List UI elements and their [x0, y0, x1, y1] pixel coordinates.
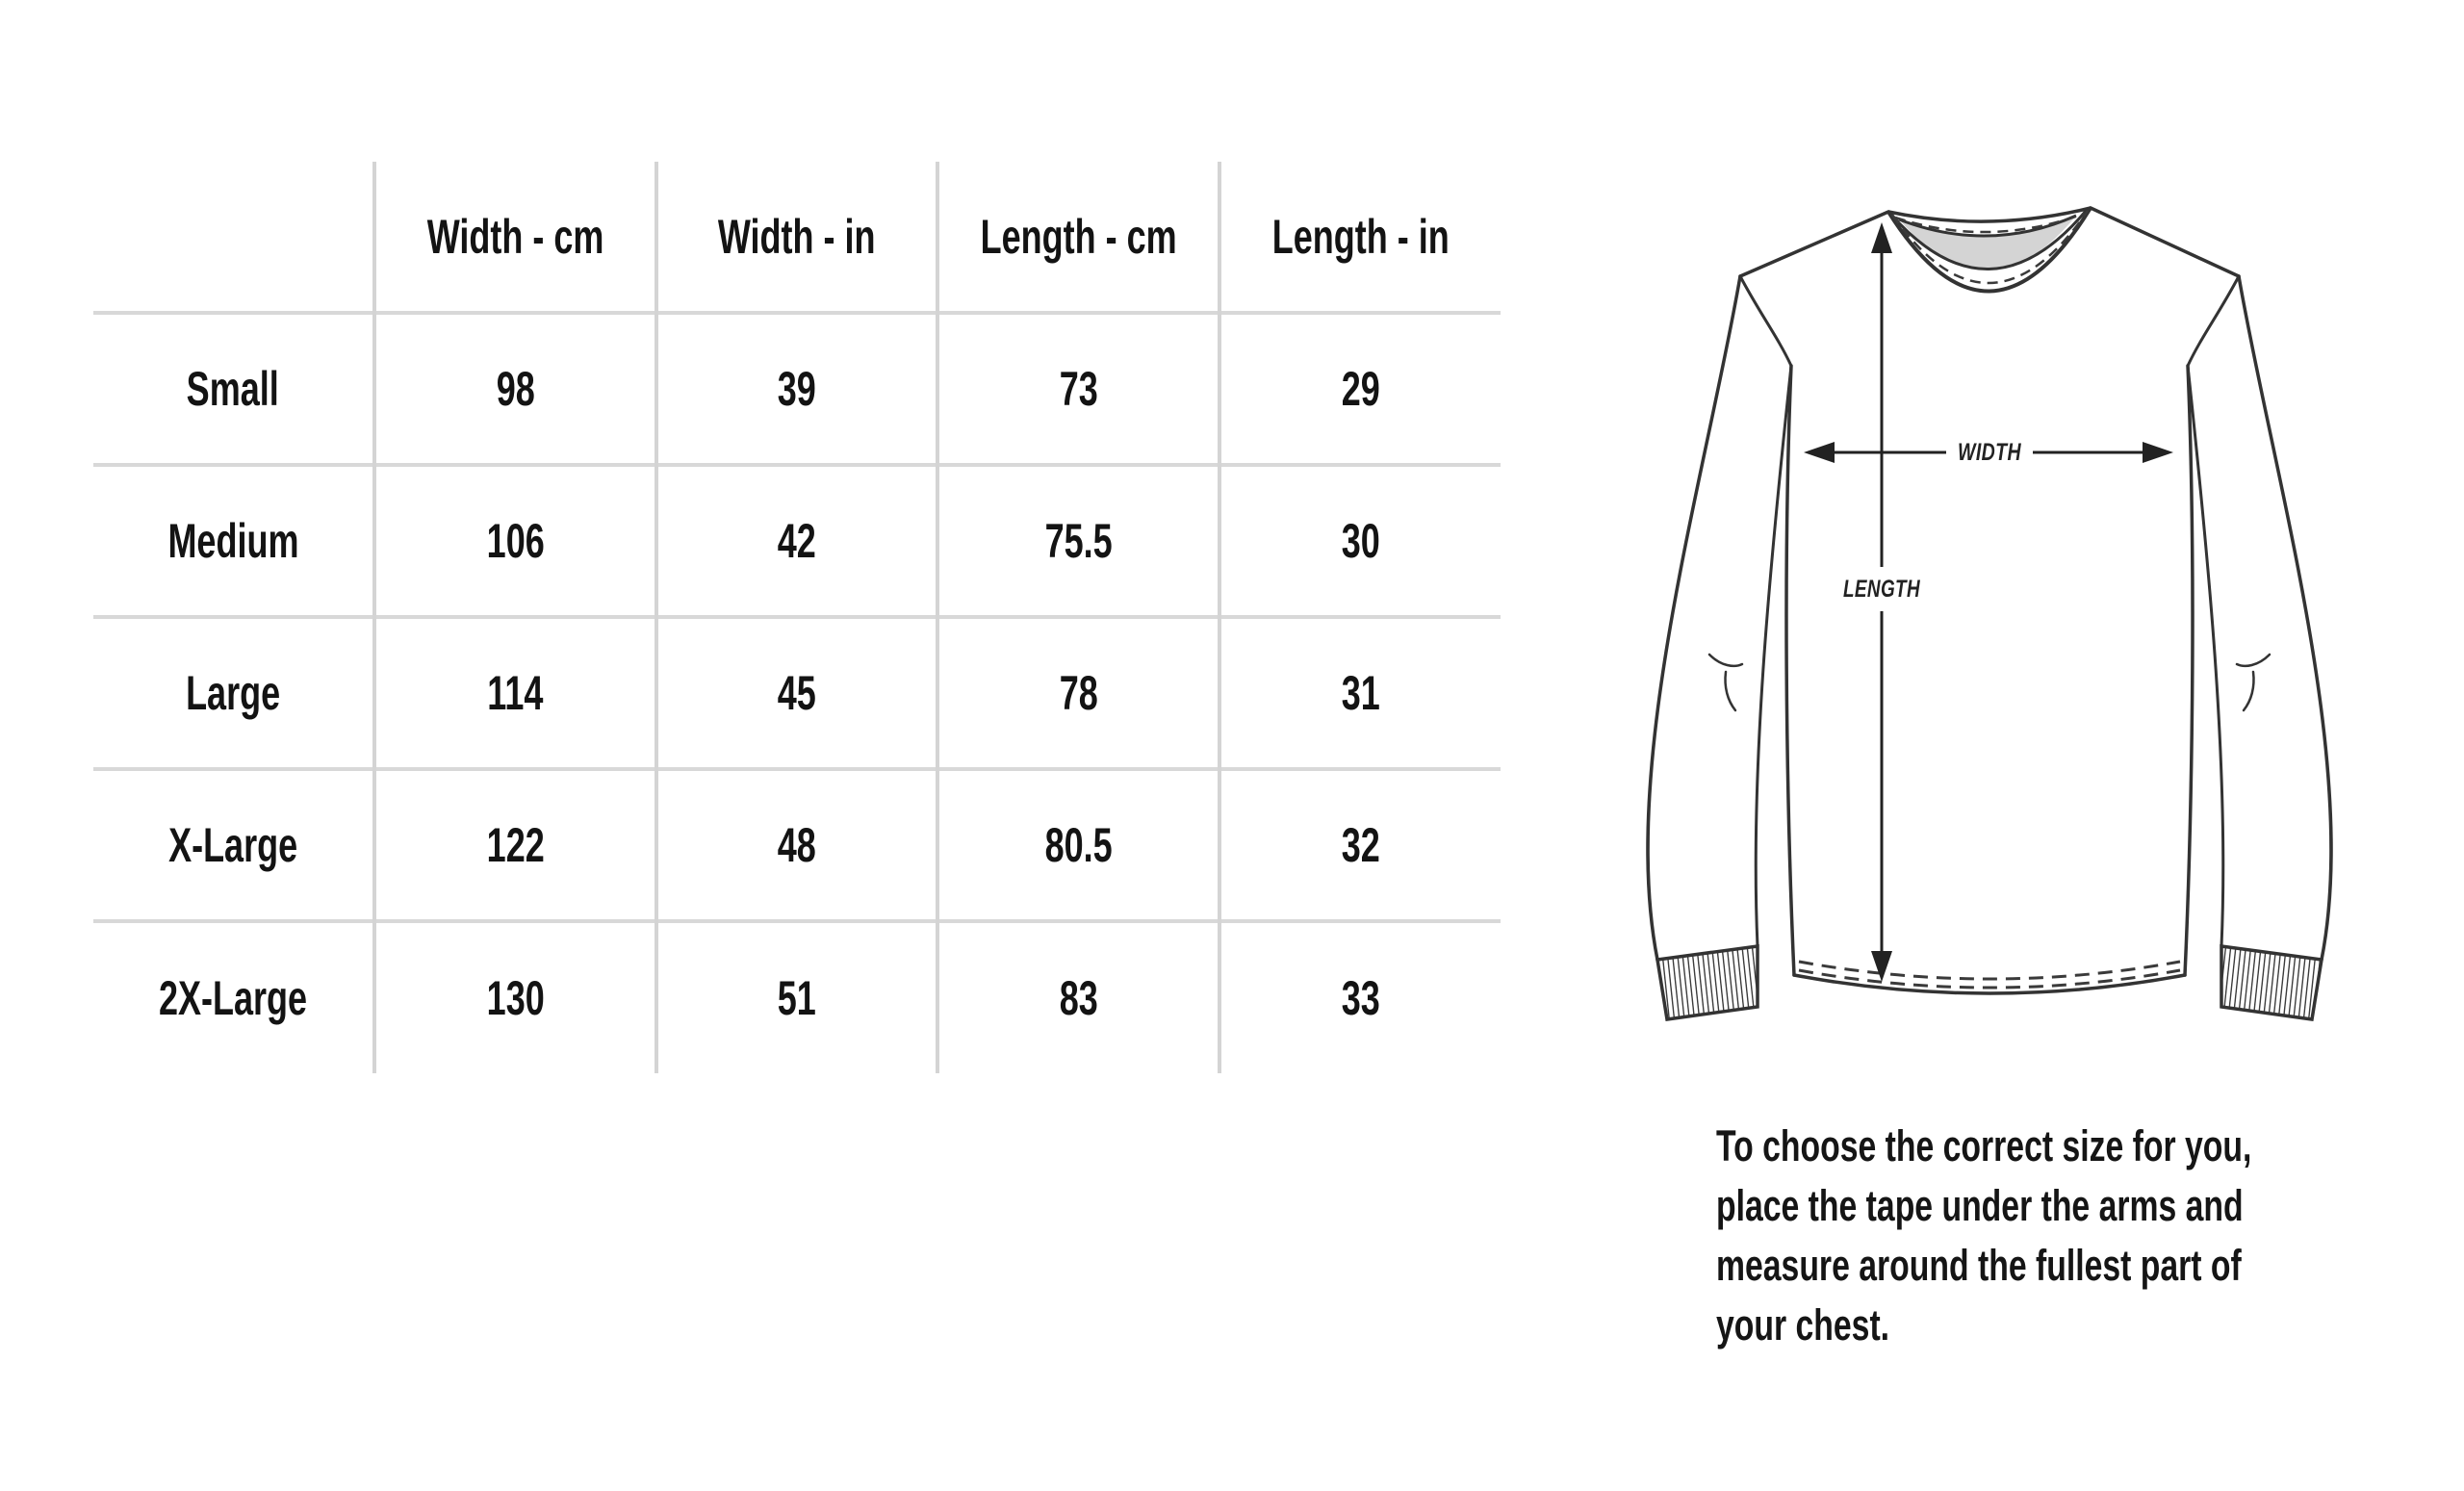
- left-elbow-detail: [1725, 672, 1735, 710]
- size-cell: 30: [1219, 465, 1501, 617]
- right-cuff: [2221, 946, 2322, 1019]
- size-name: 2X-Large: [159, 971, 308, 1025]
- hem-stitch-line: [1799, 962, 2180, 979]
- width-arrowhead-left: [1804, 442, 1835, 463]
- column-header-width-cm: [374, 162, 655, 313]
- collar-top-edge: [1888, 208, 2091, 221]
- right-elbow-detail: [2244, 672, 2254, 710]
- table-row-2x-large: [93, 921, 1501, 1073]
- instruction-line: place the tape under the arms and: [1716, 1181, 2244, 1230]
- left-sleeve-outer: [1648, 276, 1740, 960]
- sizing-instructions: [1716, 1117, 2332, 1355]
- size-name: Small: [187, 362, 280, 416]
- table-row-medium: [93, 465, 1501, 617]
- size-cell: 32: [1219, 769, 1501, 921]
- width-arrowhead-right: [2143, 442, 2173, 463]
- header-row: [93, 162, 1501, 313]
- collar: [1888, 208, 2091, 292]
- size-name: Medium: [167, 514, 299, 568]
- right-armhole-seam: [2188, 276, 2239, 366]
- length-arrow: [1843, 222, 1920, 982]
- length-arrowhead-top: [1871, 222, 1892, 253]
- size-name: X-Large: [168, 818, 298, 872]
- size-cell: 42: [656, 465, 937, 617]
- table-row-large: [93, 617, 1501, 769]
- right-elbow-detail: [2237, 655, 2270, 666]
- size-cell: 31: [1219, 617, 1501, 769]
- column-header-label: Length - cm: [980, 209, 1177, 264]
- size-cell: 45: [656, 617, 937, 769]
- column-header-label: Width - cm: [426, 209, 604, 264]
- column-header-length-cm: [937, 162, 1219, 313]
- size-cell: 114: [374, 617, 655, 769]
- size-cell: 75.5: [937, 465, 1219, 617]
- instruction-line: measure around the fullest part of: [1716, 1241, 2242, 1290]
- row-label: [93, 313, 374, 465]
- size-cell: 106: [374, 465, 655, 617]
- column-header-length-in: [1219, 162, 1501, 313]
- left-cuff: [1657, 946, 1758, 1019]
- size-cell: 80.5: [937, 769, 1219, 921]
- right-shoulder-line: [2091, 208, 2239, 276]
- instruction-line: To choose the correct size for you,: [1716, 1121, 2252, 1170]
- long-sleeve-shirt-drawing: [1627, 159, 2377, 1083]
- table-row-x-large: [93, 769, 1501, 921]
- size-cell: 130: [374, 921, 655, 1073]
- right-sleeve-outer: [2239, 276, 2331, 960]
- size-cell: 73: [937, 313, 1219, 465]
- length-arrowhead-bottom: [1871, 951, 1892, 982]
- size-cell: 29: [1219, 313, 1501, 465]
- ribbed-cuffs: [1657, 946, 2322, 1019]
- size-cell: 48: [656, 769, 937, 921]
- left-shoulder-line: [1740, 212, 1888, 276]
- size-chart-table: [93, 162, 1501, 1073]
- body-left-edge: [1786, 366, 1794, 975]
- size-cell: 83: [937, 921, 1219, 1073]
- size-cell: 78: [937, 617, 1219, 769]
- row-label: [93, 921, 374, 1073]
- width-label: WIDTH: [1958, 439, 2022, 466]
- size-cell: 98: [374, 313, 655, 465]
- row-label: [93, 465, 374, 617]
- left-armhole-seam: [1740, 276, 1791, 366]
- instruction-line: your chest.: [1716, 1300, 1890, 1350]
- width-arrow: [1804, 439, 2173, 466]
- body-right-edge: [2185, 366, 2193, 975]
- header-empty-cell: [93, 162, 374, 313]
- column-header-label: Length - in: [1271, 209, 1450, 264]
- left-elbow-detail: [1709, 655, 1742, 666]
- row-label: [93, 617, 374, 769]
- table-row-small: [93, 313, 1501, 465]
- size-cell: 51: [656, 921, 937, 1073]
- size-cell: 122: [374, 769, 655, 921]
- size-name: Large: [186, 666, 281, 720]
- size-cell: 39: [656, 313, 937, 465]
- column-header-width-in: [656, 162, 937, 313]
- shirt-measurement-diagram: [1627, 159, 2377, 1083]
- shirt-outline: [1648, 208, 2331, 993]
- row-label: [93, 769, 374, 921]
- length-label: LENGTH: [1843, 576, 1921, 603]
- column-header-label: Width - in: [718, 209, 876, 264]
- size-cell: 33: [1219, 921, 1501, 1073]
